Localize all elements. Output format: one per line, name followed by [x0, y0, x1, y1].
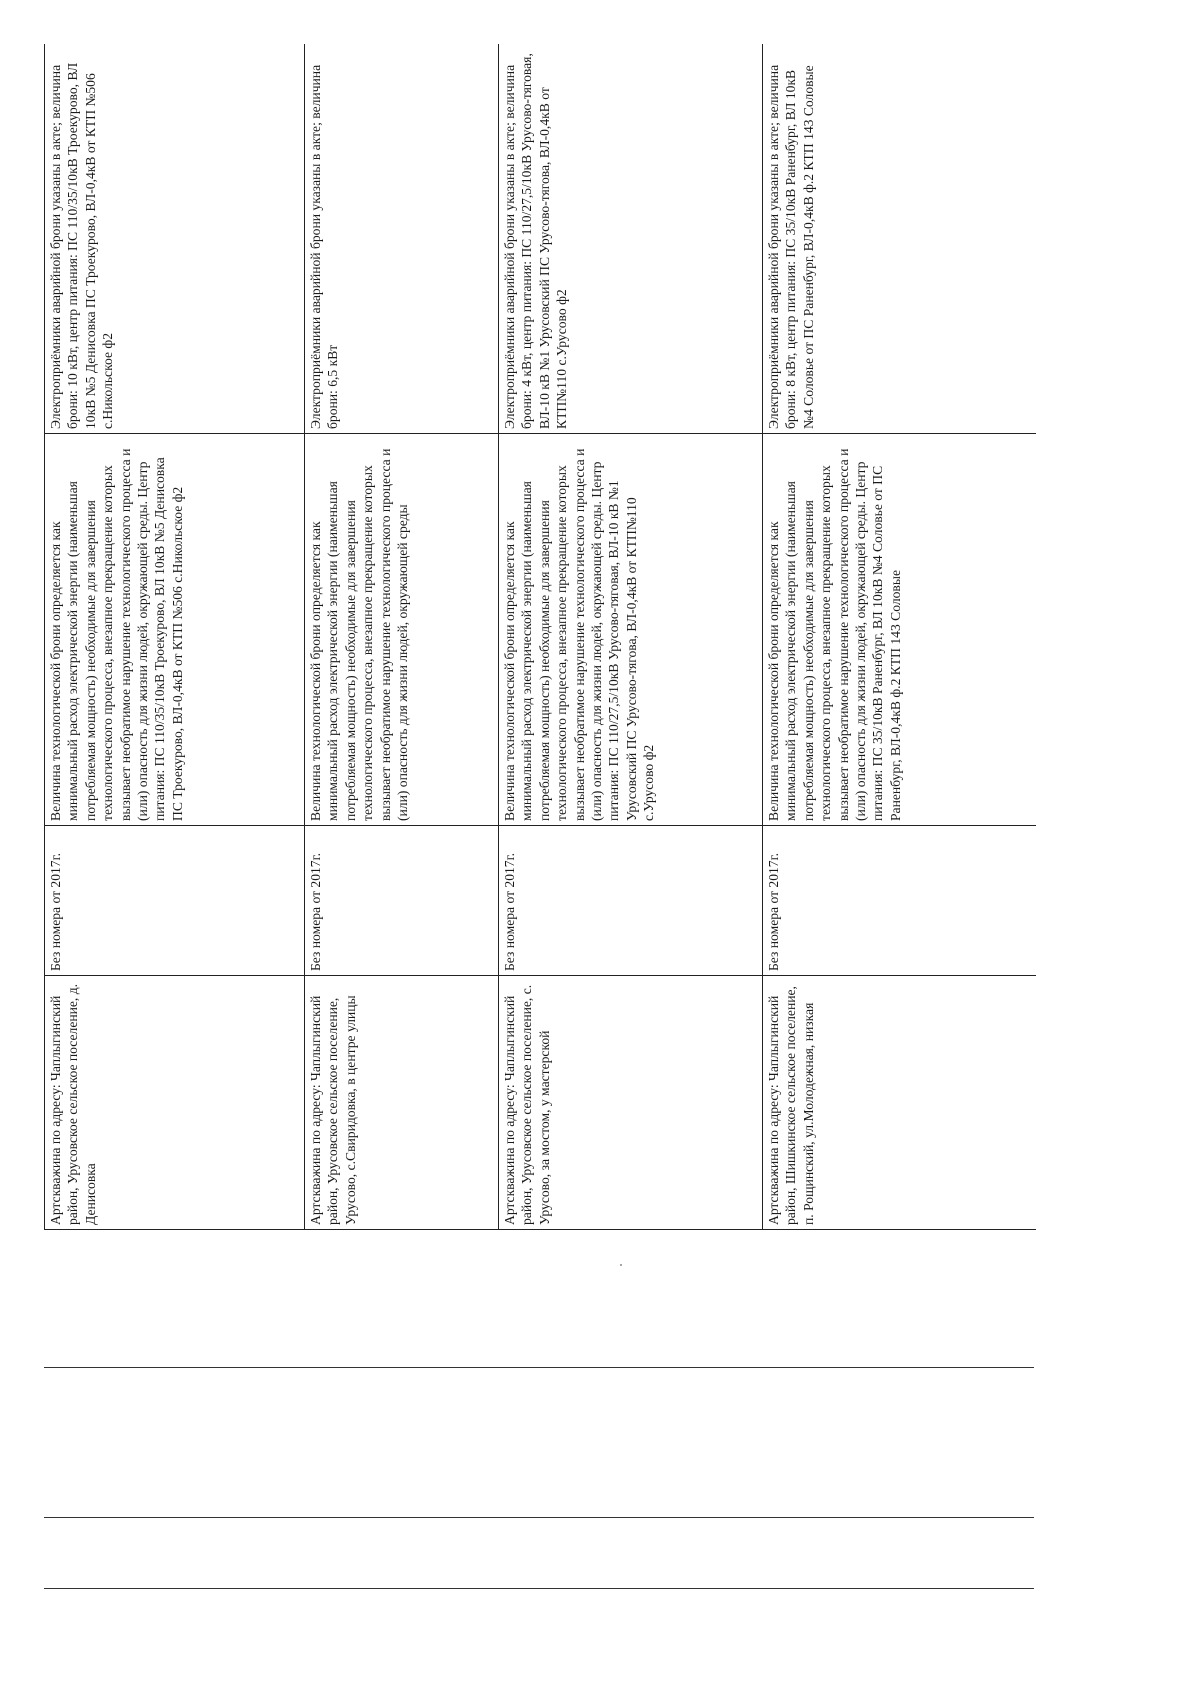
- emergency-reserve-cell: Электроприёмники аварийной брони указаны в акте; величина брони: 4 кВт, центр питания: ПС 110/27,5/10кВ Урусово-тяговая, ВЛ-10 кВ №1 Урусовский ПС Урусово-тягова, ВЛ-0,4кВ от КТП№110 с.Урусово ф2: [499, 44, 763, 434]
- signature-line: [44, 1517, 1034, 1518]
- rotated-table-region: [44, 44, 1036, 1230]
- address-cell: Артскважина по адресу: Чаплыгинский район, Урусовское сельское поселение, д. Денисовка: [45, 976, 305, 1230]
- emergency-reserve-cell: Электроприёмники аварийной брони указаны в акте; величина брони: 6,5 кВт: [305, 44, 499, 434]
- tech-reserve-cell: Величина технологической брони определяется как минимальный расход электрической энергии (наименьшая потребляемая мощность) необходимые для завершения технологического процесса, внезапное прекращение которых вызывает необратимое нарушение технологического процесса и (или) опасность для жизни людей, окружающей среды. Центр питания: ПС 110/27,5/10кВ Урусово-тяговая, ВЛ-10 кВ №1 Урусовский ПС Урусово-тягова, ВЛ-0,4кВ от КТП№110 с.Урусово ф2: [499, 434, 763, 826]
- tech-reserve-cell: Величина технологической брони определяется как минимальный расход электрической энергии (наименьшая потребляемая мощность) необходимые для завершения технологического процесса, внезапное прекращение которых вызывает необратимое нарушение технологического процесса и (или) опасность для жизни людей, окружающей среды. Центр питания: ПС 35/10кВ Раненбург, ВЛ 10кВ №4 Соловье от ПС Раненбург, ВЛ-0,4кВ ф.2 КТП 143 Соловые: [763, 434, 1037, 826]
- address-cell: Артскважина по адресу: Чаплыгинский район, Урусовское сельское поселение, с. Урусово, за мостом, у мастерской: [499, 976, 763, 1230]
- address-cell: Артскважина по адресу: Чаплыгинский район, Урусовское сельское поселение, Урусово, с.Свиридовка, в центре улицы: [305, 976, 499, 1230]
- table-row: [499, 44, 763, 1230]
- document-cell: Без номера от 2017г.: [499, 826, 763, 976]
- tech-reserve-cell: Величина технологической брони определяется как минимальный расход электрической энергии (наименьшая потребляемая мощность) необходимые для завершения технологического процесса, внезапное прекращение которых вызывает необратимое нарушение технологического процесса и (или) опасность для жизни людей, окружающей среды. Центр питания: ПС 110/35/10кВ Троекурово, ВЛ 10кВ №5 Денисовка ПС Троекурово, ВЛ-0,4кВ от КТП №506 с.Никольское ф2: [45, 434, 305, 826]
- emergency-reserve-cell: Электроприёмники аварийной брони указаны в акте; величина брони: 10 кВт, центр питания: ПС 110/35/10кВ Троекурово, ВЛ 10кВ №5 Денисовка ПС Троекурово, ВЛ-0,4кВ от КТП №506 с.Никольское ф2: [45, 44, 305, 434]
- scan-speck: [620, 1264, 622, 1266]
- reserve-table: [44, 44, 1036, 1230]
- emergency-reserve-cell: Электроприёмники аварийной брони указаны в акте; величина брони: 8 кВт, центр питания: ПС 35/10кВ Раненбург, ВЛ 10кВ №4 Соловье от ПС Раненбург, ВЛ-0,4кВ ф.2 КТП 143 Соловые: [763, 44, 1037, 434]
- table-row: [305, 44, 499, 1230]
- address-cell: Артскважина по адресу: Чаплыгинский район, Шишкинское сельское поселение, п. Рощинский, ул.Молодежная, низкая: [763, 976, 1037, 1230]
- table-row: [763, 44, 1037, 1230]
- tech-reserve-cell: Величина технологической брони определяется как минимальный расход электрической энергии (наименьшая потребляемая мощность) необходимые для завершения технологического процесса, внезапное прекращение которых вызывает необратимое нарушение технологического процесса и (или) опасность для жизни людей, окружающей среды: [305, 434, 499, 826]
- table-row: [45, 44, 305, 1230]
- document-cell: Без номера от 2017г.: [305, 826, 499, 976]
- signature-line: [44, 1588, 1034, 1589]
- document-cell: Без номера от 2017г.: [763, 826, 1037, 976]
- document-cell: Без номера от 2017г.: [45, 826, 305, 976]
- signature-line: [44, 1367, 1034, 1368]
